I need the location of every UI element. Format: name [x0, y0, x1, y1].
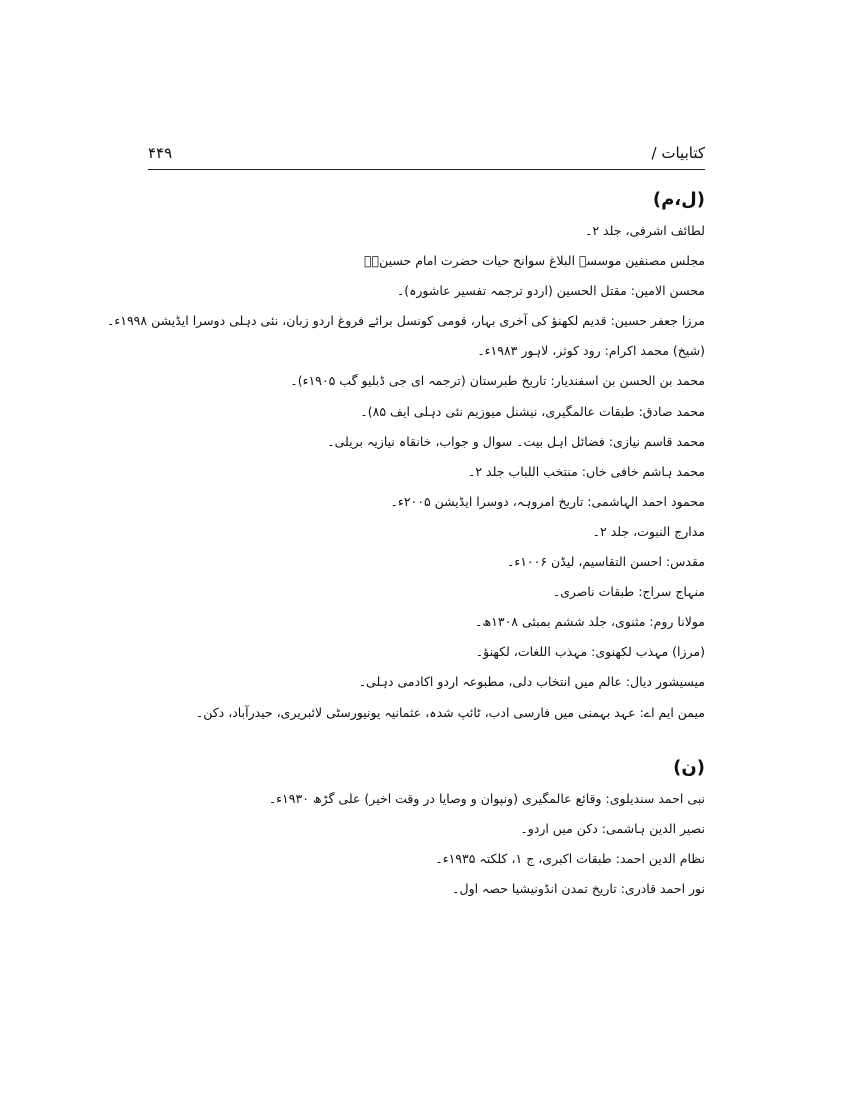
bibliography-entry: مدارج النبوت، جلد ۲۔	[592, 523, 705, 539]
running-title	[652, 144, 705, 162]
bibliography-entry: میسیشور دیال: عالم میں انتخاب دلی، مطبوعہ اردو اکادمی دہلی۔	[358, 674, 705, 690]
bibliography-entry: مولانا روم: مثنوی، جلد ششم بمبئی ۱۳۰۸ھ۔	[475, 614, 705, 630]
bibliography-entry: میمن ایم اے: عہد بہمنی میں فارسی ادب، ٹائپ شدہ، عثمانیہ یونیورسٹی لائبریری، حیدرآباد، دکن۔	[195, 704, 705, 720]
bibliography-entry: محمد صادق: طبقات عالمگیری، نیشنل میوزیم نئی دہلی ایف ۸۵)۔	[360, 403, 705, 419]
bibliography-entry: منہاج سراج: طبقات ناصری۔	[552, 584, 705, 600]
bibliography-entry: محمود احمد الہاشمی: تاریخ امروہہ، دوسرا ایڈیشن ۲۰۰۵ء۔	[390, 493, 705, 509]
bibliography-entry: مجلس مصنفین موسسہ البلاغ سوانح حیات حضرت امام حسینؑ۔	[364, 253, 705, 269]
bibliography-entry: نصیر الدین ہاشمی: دکن میں اردو۔	[520, 820, 705, 836]
bibliography-entry: نور احمد قادری: تاریخ تمدن انڈونیشیا حصہ اول۔	[452, 880, 705, 896]
running-title-text: کتابیات	[661, 144, 705, 162]
header-separator: /	[651, 144, 657, 162]
bibliography-entry: لطائف اشرفی، جلد ۲۔	[585, 223, 705, 238]
bibliography-entry: (مرزا) مہذب لکھنوی: مہذب اللغات، لکھنؤ۔	[475, 644, 705, 660]
header-rule	[148, 169, 705, 170]
section-heading: (ل،م)	[652, 189, 705, 210]
bibliography-entry: محمد بن الحسن بن اسفندیار: تاریخ طبرستان (ترجمہ ای جی ڈبلیو گب ۱۹۰۵ء)۔	[290, 373, 705, 389]
page-header	[148, 140, 705, 166]
section-heading: (ن)	[673, 756, 705, 778]
bibliography-entry: مقدس: احسن التقاسیم، لیڈن ۱۰۰۶ء۔	[507, 554, 705, 570]
bibliography-entry: محمد قاسم نیازی: فضائل اہل بیت۔ سوال و جواب، خانقاہ نیازیہ بریلی۔	[327, 433, 705, 449]
section-noon	[150, 754, 705, 904]
section-lam-meem	[107, 186, 705, 728]
bibliography-body	[107, 186, 705, 904]
bibliography-entry: محسن الامین: مقتل الحسین (اردو ترجمہ تفسیر عاشورہ)۔	[396, 283, 705, 299]
page-number: ۴۴۹	[148, 144, 173, 162]
bibliography-entry: محمد ہاشم خافی خاں: منتخب اللباب جلد ۲۔	[468, 463, 705, 479]
bibliography-entry: نظام الدین احمد: طبقات اکبری، ج ۱، کلکتہ ۱۹۳۵ء۔	[435, 850, 705, 866]
bibliography-entry: نبی احمد سندیلوی: وقائع عالمگیری (ونپوان و وصایا در وقت اخیر) علی گڑھ ۱۹۳۰ء۔	[268, 790, 705, 806]
bibliography-entry: مرزا جعفر حسین: قدیم لکھنؤ کی آخری بہار، قومی کونسل برائے فروغ اردو زبان، نئی دہلی دوسرا ایڈیشن ۱۹۹۸ء۔	[107, 313, 705, 329]
bibliography-entry: (شیخ) محمد اکرام: رود کوثر، لاہور ۱۹۸۳ء۔	[477, 343, 705, 359]
